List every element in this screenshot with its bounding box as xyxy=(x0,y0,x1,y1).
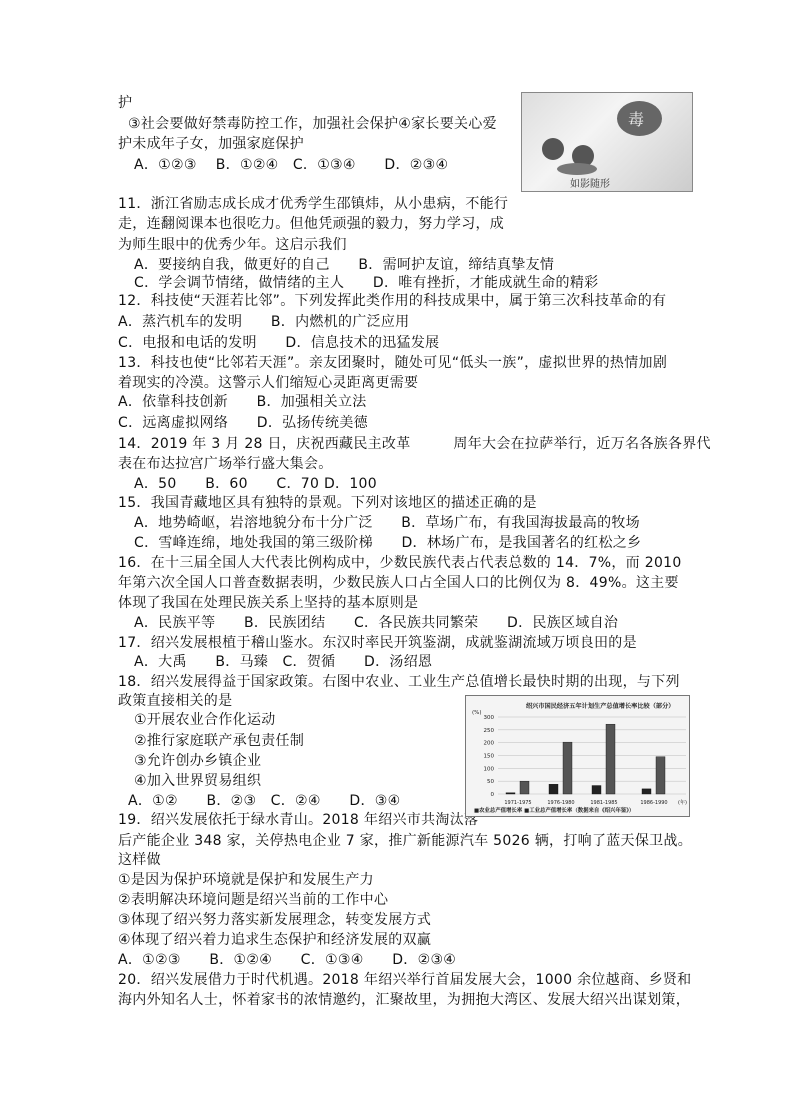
text-line: 走，连翻阅课本也很吃力。但他凭顽强的毅力，努力学习，成 xyxy=(118,216,505,232)
bar-industry xyxy=(606,724,615,794)
text-line: ③社会要做好禁毒防控工作，加强社会保护④家长要关心爱 xyxy=(128,116,497,132)
text-line: 护未成年子女，加强家庭保护 xyxy=(118,136,304,152)
bar-agriculture xyxy=(506,793,515,794)
text-line: C．电报和电话的发明 D．信息技术的迅猛发展 xyxy=(118,335,440,351)
bar-chart xyxy=(465,695,690,817)
text-line: ④体现了绍兴着力追求生态保护和经济发展的双赢 xyxy=(118,932,432,948)
text-line: A．依靠科技创新 B．加强相关立法 xyxy=(118,394,367,410)
chart-legend: ■农业总产值增长率 ■工业总产值增长率（数据来自《绍兴年鉴》） xyxy=(474,808,635,814)
cartoon-sign-text: 毒 xyxy=(628,110,645,129)
x-tick-label: 1981-1985 xyxy=(590,800,618,806)
text-line: A．①② B．②③ C．②④ D．③④ xyxy=(128,793,401,809)
text-line: A．50 B．60 C．70 D．100 xyxy=(134,476,377,492)
text-line: ①开展农业合作化运动 xyxy=(134,712,276,728)
text-line: 11．浙江省励志成长成才优秀学生邵镇炜，从小患病，不能行 xyxy=(118,196,509,212)
text-line: ②推行家庭联产承包责任制 xyxy=(134,733,305,749)
text-line: ①是因为保护环境就是保护和发展生产力 xyxy=(118,872,374,888)
y-tick-label: 250 xyxy=(483,727,494,734)
text-line: 表在布达拉宫广场举行盛大集会。 xyxy=(118,456,333,472)
y-tick-label: 300 xyxy=(483,715,494,721)
text-line: C．远离虚拟网络 D．弘扬传统美德 xyxy=(118,415,368,431)
text-line: 后产能企业 348 家，关停热电企业 7 家，推广新能源汽车 5026 辆，打响了蓝天保卫战。 xyxy=(118,833,693,849)
text-line: 为师生眼中的优秀少年。这启示我们 xyxy=(118,237,347,253)
cartoon-caption: 如影随形 xyxy=(570,179,610,190)
text-line: A．地势崎岖，岩溶地貌分布十分广泛 B．草场广布，有我国海拔最高的牧场 xyxy=(134,515,640,531)
x-axis-label: (年) xyxy=(678,800,687,806)
bar-industry xyxy=(563,742,572,794)
text-line: ②表明解决环境问题是绍兴当前的工作中心 xyxy=(118,892,389,908)
text-line: 着现实的冷漠。这警示人们缩短心灵距离更需要 xyxy=(118,375,419,391)
text-line: A．①②③ B．①②④ C．①③④ D．②③④ xyxy=(134,157,449,173)
text-line: C．学会调节情绪，做情绪的主人 D．唯有挫折，才能成就生命的精彩 xyxy=(134,275,599,291)
chart-title: 绍兴市国民经济五年计划生产总值增长率比较（部分） xyxy=(526,703,675,710)
y-tick-label: 150 xyxy=(483,753,494,760)
text-line: 体现了我国在处理民族关系上坚持的基本原则是 xyxy=(118,595,419,611)
x-tick-label: 1971-1975 xyxy=(504,800,532,806)
y-axis-label: (%) xyxy=(472,710,482,716)
x-tick-label: 1986-1990 xyxy=(640,800,668,806)
text-line: 15．我国青藏地区具有独特的景观。下列对该地区的描述正确的是 xyxy=(118,495,537,511)
text-line: 13．科技也使“比邻若天涯”。亲友团聚时，随处可见“低头一族”，虚拟世界的热情加剧 xyxy=(118,355,668,371)
y-tick-label: 100 xyxy=(483,766,494,773)
text-line: 17．绍兴发展根植于稽山鉴水。东汉时率民开筑鉴湖，成就鉴湖流域万顷良田的是 xyxy=(118,635,637,651)
y-tick-label: 200 xyxy=(483,740,494,747)
text-line: A．要接纳自我，做更好的自己 B．需呵护友谊，缔结真挚友情 xyxy=(134,257,555,273)
bar-industry xyxy=(520,781,529,794)
text-line: 政策直接相关的是 xyxy=(118,693,233,709)
text-line: 年第六次全国人口普查数据表明，少数民族人口占全国人口的比例仅为 8．49%。这主要 xyxy=(118,575,679,591)
text-line: 20．绍兴发展借力于时代机遇。2018 年绍兴举行首届发展大会，1000 余位越商、乡贤和 xyxy=(118,972,692,988)
text-line: A．蒸汽机车的发明 B．内燃机的广泛应用 xyxy=(118,314,410,330)
text-line: A．①②③ B．①②④ C．①③④ D．②③④ xyxy=(118,952,457,968)
text-line: 护 xyxy=(118,95,133,111)
text-line: ④加入世界贸易组织 xyxy=(134,773,262,789)
text-line: 12．科技使“天涯若比邻”。下列发挥此类作用的科技成果中，属于第三次科技革命的有 xyxy=(118,293,667,309)
text-line: 这样做 xyxy=(118,852,161,868)
bar-industry xyxy=(656,757,665,794)
text-line: 海内外知名人士，怀着家书的浓情邀约，汇聚故里，为拥抱大湾区、发展大绍兴出谋划策， xyxy=(118,992,690,1008)
text-line: ③体现了绍兴努力落实新发展理念，转变发展方式 xyxy=(118,912,432,928)
text-line: C．雪峰连绵，地处我国的第三级阶梯 D．林场广布，是我国著名的红松之乡 xyxy=(134,535,642,551)
y-tick-label: 0 xyxy=(490,792,494,798)
text-line: 18．绍兴发展得益于国家政策。右图中农业、工业生产总值增长最快时期的出现，与下列 xyxy=(118,674,680,690)
text-line: 19．绍兴发展依托于绿水青山。2018 年绍兴市共淘汰落 xyxy=(118,812,479,828)
bar-agriculture xyxy=(592,786,601,794)
x-tick-label: 1976-1980 xyxy=(547,800,575,806)
bar-agriculture xyxy=(549,784,558,794)
bar-agriculture xyxy=(642,789,651,794)
text-line: 16．在十三届全国人大代表比例构成中，少数民族代表占代表总数的 14．7%，而 2010 xyxy=(118,555,682,571)
text-line: A．大禹 B．马臻 C．贺循 D．汤绍恩 xyxy=(134,654,433,670)
text-line: ③允许创办乡镇企业 xyxy=(134,753,262,769)
text-line: 14．2019 年 3 月 28 日，庆祝西藏民主改革 周年大会在拉萨举行，近万名各族各界代 xyxy=(118,436,711,452)
y-tick-label: 50 xyxy=(487,779,494,786)
text-line: A．民族平等 B．民族团结 C．各民族共同繁荣 D．民族区域自治 xyxy=(134,615,619,631)
